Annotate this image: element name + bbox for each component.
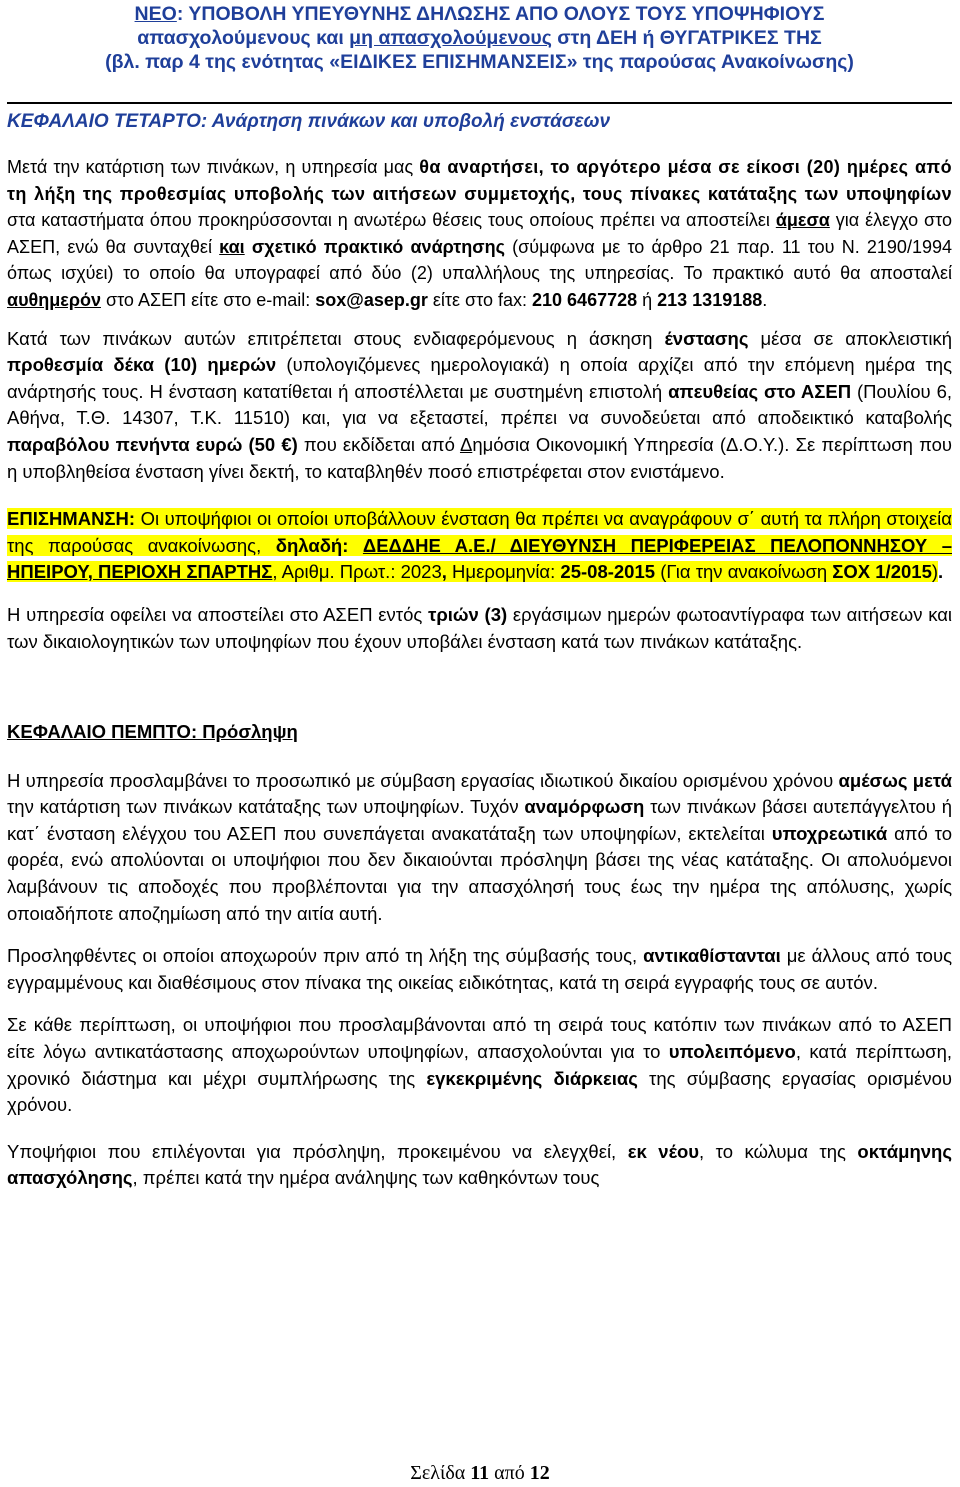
current-page-number: 11: [470, 1462, 490, 1484]
chapter4-paragraph-1: Μετά την κατάρτιση των πινάκων, η υπηρεσία μας θα αναρτήσει, το αργότερο μέσα σε είκοσι (20) ημέρες από τη λήξη της προθεσμίας υποβολής των αιτήσεων συμμετοχής, τους πίνακες κατάταξης των υποψηφίων στα καταστήματα όπου προκηρύσσονται η ανωτέρω θέσεις τους οποίους πρέπει να αποστείλει άμεσα για έλεγχο στο ΑΣΕΠ, ενώ θα συνταχθεί και σχετικό πρακτικό ανάρτησης (σύμφωνα με το άρθρο 21 παρ. 11 του Ν. 2190/1994 όπως ισχύει) το οποίο θα υπογραφεί από δύο (2) υπαλλήλους της υπηρεσίας. Το πρακτικό αυτό θα αποσταλεί αυθημερόν στο ΑΣΕΠ είτε στο e-mail: sox@asep.gr είτε στο fax: 210 6467728 ή 213 1319188.: [7, 157, 952, 310]
page-footer: Σελίδα 11 από 12: [410, 1462, 550, 1484]
chapter5-paragraph-3: Σε κάθε περίπτωση, οι υποψήφιοι που προσλαμβάνονται από τη σειρά τους κατόπιν των πινάκων από το ΑΣΕΠ είτε λόγω αντικατάστασης αποχωρούντων υποψηφίων, απασχολούνται για το υπολειπόμενο, κατά περίπτωση, χρονικό διάστημα και μέχρι συμπλήρωσης της εγκεκριμένης διάρκειας της σύμβασης εργασίας ορισμένου χρόνου.: [7, 1014, 952, 1116]
notice-line-1: ΝΕΟ: ΥΠΟΒΟΛΗ ΥΠΕΥΘΥΝΗΣ ΔΗΛΩΣΗΣ ΑΠΟ ΟΛΟΥΣ ΤΟΥΣ ΥΠΟΨΗΦΙΟΥΣ: [134, 3, 825, 25]
notice-line-3: (βλ. παρ 4 της ενότητας «ΕΙΔΙΚΕΣ ΕΠΙΣΗΜΑΝΣΕΙΣ» της παρούσας Ανακοίνωσης): [105, 51, 854, 73]
new-notice-header: [7, 2, 952, 74]
chapter5-title: ΚΕΦΑΛΑΙΟ ΠΕΜΠΤΟ: Πρόσληψη: [7, 721, 298, 743]
total-pages: 12: [529, 1462, 550, 1484]
chapter4-title: ΚΕΦΑΛΑΙΟ ΤΕΤΑΡΤΟ: Ανάρτηση πινάκων και υποβολή ενστάσεων: [7, 111, 611, 132]
chapter4-notice-paragraph: ΕΠΙΣΗΜΑΝΣΗ: Οι υποψήφιοι οι οποίοι υποβάλλουν ένσταση θα πρέπει να αναγράφουν σ΄ αυτή τα πλήρη στοιχεία της παρούσας ανακοίνωσης, δηλαδή: ΔΕΔΔΗΕ Α.Ε./ ΔΙΕΥΘΥΝΣΗ ΠΕΡΙΦΕΡΕΙΑΣ ΠΕΛΟΠΟΝΝΗΣΟΥ – ΗΠΕΙΡΟΥ, ΠΕΡΙΟΧΗ ΣΠΑΡΤΗΣ, Αριθμ. Πρωτ.: 2023, Ημερομηνία: 25-08-2015 (Για την ανακοίνωση ΣΟΧ 1/2015).: [7, 508, 952, 583]
notice-line-2: απασχολούμενους και μη απασχολούμενους στη ΔΕΗ ή ΘΥΓΑΤΡΙΚΕΣ ΤΗΣ: [137, 27, 822, 49]
chapter4-paragraph-4: Η υπηρεσία οφείλει να αποστείλει στο ΑΣΕΠ εντός τριών (3) εργάσιμων ημερών φωτοαντίγραφα των αιτήσεων και των δικαιολογητικών των υποψηφίων που έχουν υποβάλει ένσταση κατά των πινάκων κατάταξης.: [7, 603, 953, 652]
divider: [7, 102, 952, 104]
chapter4-paragraph-2: Κατά των πινάκων αυτών επιτρέπεται στους ενδιαφερόμενους η άσκηση ένστασης μέσα σε αποκλειστική προθεσμία δέκα (10) ημερών (υπολογιζόμενες ημερολογιακά) η οποία αρχίζει από την επόμενη ημέρα της ανάρτησής τους. Η ένσταση κατατίθεται ή αποστέλλεται με συστημένη επιστολή απευθείας στο ΑΣΕΠ (Πουλίου 6, Αθήνα, Τ.Θ. 14307, Τ.Κ. 11510) και, για να εξεταστεί, πρέπει να συνοδεύεται από αποδεικτικό καταβολής παραβόλου πενήντα ευρώ (50 €) που εκδίδεται από Δημόσια Οικονομική Υπηρεσία (Δ.Ο.Υ.). Σε περίπτωση που η υποβληθείσα ένσταση γίνει δεκτή, το καταβληθέν ποσό επιστρέφεται στον ενιστάμενο.: [7, 327, 953, 482]
chapter5-paragraph-4: Υποψήφιοι που επιλέγονται για πρόσληψη, προκειμένου να ελεγχθεί, εκ νέου, το κώλυμα της οκτάμηνης απασχόλησης, πρέπει κατά την ημέρα ανάληψης των καθηκόντων τους: [7, 1140, 952, 1189]
chapter5-paragraph-2: Προσληφθέντες οι οποίοι αποχωρούν πριν από τη λήξη της σύμβασής τους, αντικαθίστανται με άλλους από τους εγγραμμένους και διαθέσιμους στον πίνακα της οικείας ειδικότητας, κατά τη σειρά εγγραφής τους σε αυτόν.: [7, 945, 952, 993]
document-page: [7, 0, 952, 1192]
chapter5-paragraph-1: Η υπηρεσία προσλαμβάνει το προσωπικό με σύμβαση εργασίας ιδιωτικού δικαίου ορισμένου χρόνου αμέσως μετά την κατάρτιση των πινάκων κατάταξης των υποψηφίων. Τυχόν αναμόρφωση των πινάκων βάσει αυτεπάγγελτου ή κατ΄ ένσταση ελέγχου του ΑΣΕΠ που συνεπάγεται ανακατάταξη των υποψηφίων, εκτελείται υποχρεωτικά από το φορέα, ενώ απολύονται οι υποψήφιοι που δεν δικαιούνται πρόσληψη βάσει της νέας κατάταξης. Οι απολυόμενοι λαμβάνουν τις αποδοχές που προβλέπονται για την απασχόλησή τους έως την ημέρα της απόλυσης, χωρίς οποιαδήποτε αποζημίωση από την αιτία αυτή.: [7, 769, 952, 924]
